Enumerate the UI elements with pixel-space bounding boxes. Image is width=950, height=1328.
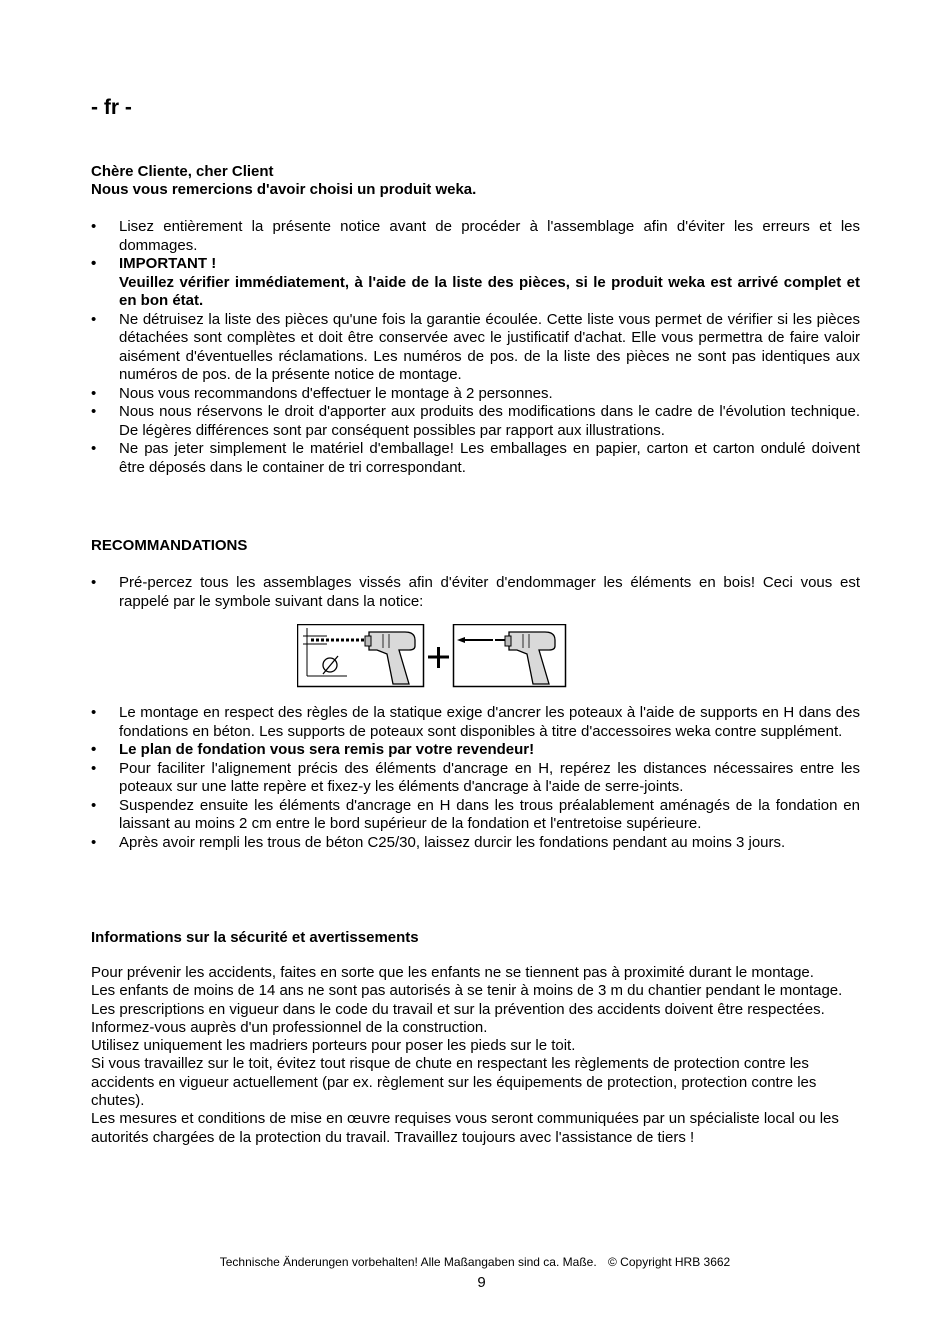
important-title: • IMPORTANT !	[119, 255, 217, 272]
important-item	[91, 255, 860, 311]
list-item: • Nous nous réservons le droit d'apporter aux produits des modifications dans le cadre de l'évolution technique. De légères différences sont par conséquent possibles par rapport aux illustrations.	[91, 403, 860, 440]
list-item: • Pour faciliter l'alignement précis des éléments d'ancrage en H, repérez les distances nécessaires entre les poteaux sur une latte repère et fixez-y les éléments d'ancrage à l'aide de serre-joints.	[91, 760, 860, 797]
language-marker: - fr -	[91, 96, 132, 119]
list-item: • Nous vous recommandons d'effectuer le montage à 2 personnes.	[91, 385, 860, 404]
footer-copyright: © Copyright HRB 3662	[608, 1255, 731, 1269]
safety-paragraph: Les mesures et conditions de mise en œuvre requises vous seront communiquées par un spécialiste local ou les autorités chargées de la protection du travail. Travaillez toujours avec l'assistance de tiers !	[91, 1110, 839, 1146]
page-number: 9	[477, 1274, 486, 1291]
safety-text	[91, 964, 863, 1147]
list-item: • Pré-percez tous les assemblages vissés afin d'éviter d'endommager les éléments en bois! Ceci vous est rappelé par le symbole suivant dans la notice:	[91, 574, 860, 611]
safety-paragraph: Utilisez uniquement les madriers porteurs pour poser les pieds sur le toit.	[91, 1037, 576, 1055]
intro-bullet-list	[91, 218, 860, 477]
list-item: • Le montage en respect des règles de la statique exige d'ancrer les poteaux à l'aide de supports en H dans des fondations en béton. Les supports de poteaux sont disponibles à titre d'accessoires weka contre supplément.	[91, 704, 860, 741]
footer-notice: Technische Änderungen vorbehalten! Alle Maßangaben sind ca. Maße.	[219, 1255, 597, 1269]
list-item: • Lisez entièrement la présente notice avant de procéder à l'assemblage afin d'éviter les erreurs et les dommages.	[91, 218, 860, 255]
safety-paragraph: Les prescriptions en vigueur dans le code du travail et sur la prévention des accidents doivent être respectées. Informez-vous auprès d'un professionnel de la construction.	[91, 1000, 825, 1036]
list-item: • Ne pas jeter simplement le matériel d'emballage! Les emballages en papier, carton et carton ondulé doivent être déposés dans le container de tri correspondant.	[91, 440, 860, 477]
greeting	[91, 163, 476, 199]
drill-diameter-icon	[298, 625, 424, 687]
list-item: • Suspendez ensuite les éléments d'ancrage en H dans les trous préalablement aménagés de la fondation en laissant au moins 2 cm entre le bord supérieur de la fondation et l'entretoise supérieure.	[91, 797, 860, 834]
greeting-thanks: Nous vous remercions d'avoir choisi un produit weka.	[91, 181, 477, 198]
safety-paragraph: Si vous travaillez sur le toit, évitez tout risque de chute en respectant les règlements de protection contre les accidents en vigueur actuellement (par ex. règlement sur les équipements de protection, protection contre les chutes).	[91, 1055, 817, 1110]
plus-icon	[428, 647, 449, 668]
list-item: • Le plan de fondation vous sera remis par votre revendeur!	[91, 741, 860, 760]
safety-paragraph: Pour prévenir les accidents, faites en sorte que les enfants ne se tiennent pas à proximité durant le montage.	[91, 964, 814, 981]
predrill-bullet-list	[91, 574, 860, 611]
list-item: • Après avoir rempli les trous de béton C25/30, laissez durcir les fondations pendant au moins 3 jours.	[91, 834, 860, 853]
drill-screw-icon	[454, 625, 566, 687]
safety-paragraph: Les enfants de moins de 14 ans ne sont pas autorisés à se tenir à moins de 3 m du chantier pendant le montage.	[91, 982, 843, 1000]
safety-heading: Informations sur la sécurité et avertissements	[91, 929, 419, 946]
predrill-symbol	[297, 624, 567, 688]
list-item: • Ne détruisez la liste des pièces qu'une fois la garantie écoulée. Cette liste vous permet de vérifier si les pièces détachées sont complètes et doit être conservée avec le justificatif d'achat. Elle vous permettra de faire valoir aisément d'éventuelles réclamations. Les numéros de pos. de la liste des pièces ne sont pas identiques aux numéros de pos. de la présente notice de montage.	[91, 311, 860, 385]
recommendations-bullet-list	[91, 704, 860, 852]
greeting-salutation: Chère Cliente, cher Client	[91, 163, 274, 180]
recommendations-heading: RECOMMANDATIONS	[91, 537, 248, 554]
footer	[0, 1255, 950, 1269]
important-text: Veuillez vérifier immédiatement, à l'aide de la liste des pièces, si le produit weka est arrivé complet et en bon état.	[119, 273, 860, 309]
